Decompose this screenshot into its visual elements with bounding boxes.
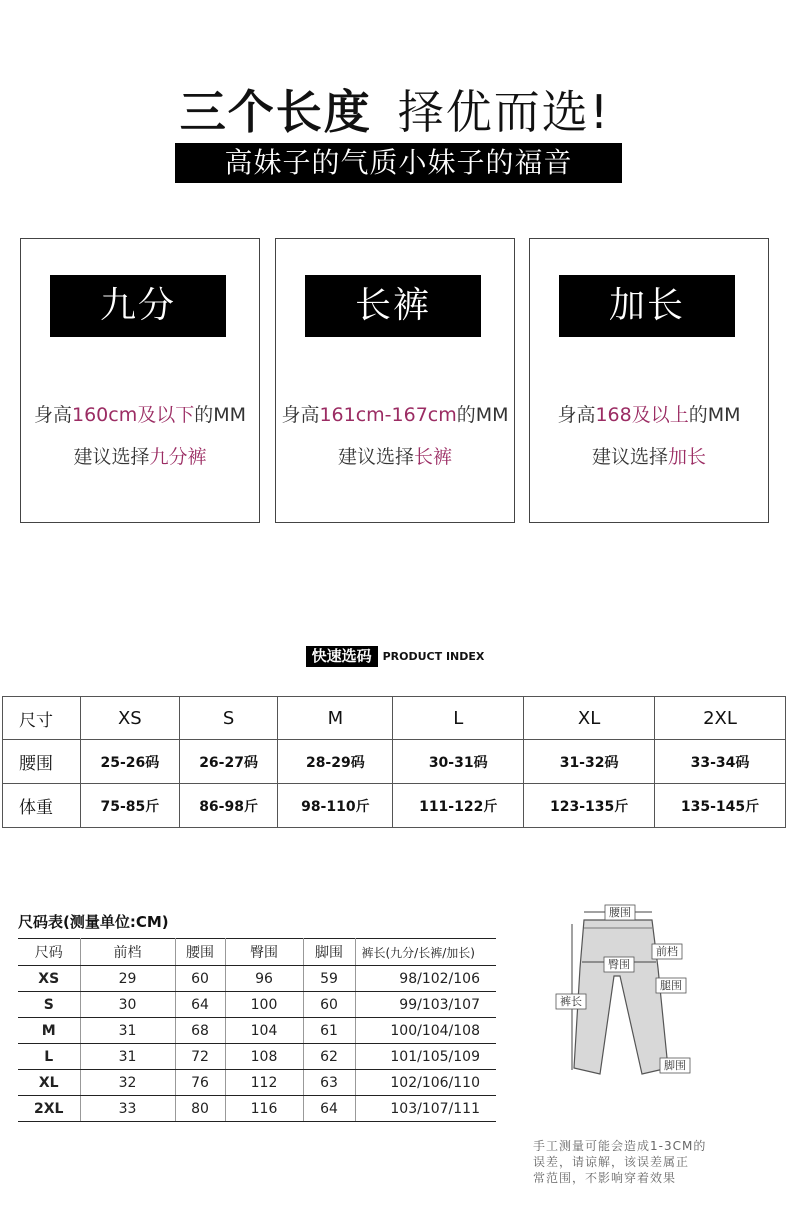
value-cell: 72	[175, 1044, 225, 1070]
value-cell: 76	[175, 1070, 225, 1096]
value-cell: 60	[303, 992, 355, 1018]
weight-cell: 98-110斤	[278, 784, 393, 828]
table-row	[3, 697, 786, 740]
size-cell: 2XL	[655, 697, 786, 740]
length-card-label: 九分	[50, 275, 226, 337]
waist-cell: 25-26码	[81, 740, 180, 784]
page-title	[0, 84, 790, 140]
table-row	[18, 966, 496, 992]
waist-cell: 26-27码	[179, 740, 278, 784]
column-header: 尺码	[18, 939, 80, 966]
table-row	[3, 740, 786, 784]
value-cell: 101/105/109	[355, 1044, 496, 1070]
style-highlight: 加长	[668, 446, 707, 468]
value-cell: 116	[225, 1096, 303, 1122]
note-line: 误差，请谅解，该误差属正	[533, 1155, 690, 1169]
subtitle-banner: 高妹子的气质小妹子的福音	[175, 143, 622, 183]
value-cell: 64	[175, 992, 225, 1018]
style-recommendation	[276, 444, 514, 470]
height-highlight: 168及以上	[595, 404, 689, 426]
table-row	[18, 992, 496, 1018]
note-line: 常范围，不影响穿着效果	[533, 1171, 677, 1185]
text-part: 的MM	[194, 404, 247, 426]
value-cell: 31	[80, 1018, 175, 1044]
value-cell: 30	[80, 992, 175, 1018]
text-part: 的MM	[456, 404, 509, 426]
hem-label: 脚围	[664, 1059, 686, 1072]
size-cell: M	[278, 697, 393, 740]
waist-cell: 33-34码	[655, 740, 786, 784]
text-part: 建议选择	[591, 446, 668, 468]
size-chart-table	[18, 938, 496, 1122]
waist-cell: 30-31码	[393, 740, 524, 784]
value-cell: 32	[80, 1070, 175, 1096]
text-part: 建议选择	[73, 446, 150, 468]
value-cell: 64	[303, 1096, 355, 1122]
value-cell: 112	[225, 1070, 303, 1096]
title-light: 择优而选!	[397, 85, 611, 139]
row-label: 腰围	[3, 740, 81, 784]
row-label: 体重	[3, 784, 81, 828]
value-cell: 100	[225, 992, 303, 1018]
column-header: 裤长(九分/长裤/加长)	[355, 939, 496, 966]
height-recommendation	[530, 402, 768, 428]
value-cell: 29	[80, 966, 175, 992]
size-cell: XS	[81, 697, 180, 740]
column-header: 脚围	[303, 939, 355, 966]
measurement-note	[533, 1138, 733, 1186]
style-recommendation	[530, 444, 768, 470]
value-cell: 108	[225, 1044, 303, 1070]
table-row	[18, 1044, 496, 1070]
value-cell: 33	[80, 1096, 175, 1122]
style-recommendation	[21, 444, 259, 470]
column-header: 臀围	[225, 939, 303, 966]
size-cell: L	[18, 1044, 80, 1070]
waist-cell: 28-29码	[278, 740, 393, 784]
height-recommendation	[276, 402, 514, 428]
weight-cell: 123-135斤	[524, 784, 655, 828]
length-label: 裤长	[560, 995, 582, 1008]
table-row	[18, 1018, 496, 1044]
table-header-row	[18, 939, 496, 966]
value-cell: 60	[175, 966, 225, 992]
length-card-label: 加长	[559, 275, 735, 337]
quick-index-sub: PRODUCT INDEX	[382, 650, 485, 663]
value-cell: 96	[225, 966, 303, 992]
size-cell: S	[18, 992, 80, 1018]
waist-label: 腰围	[609, 906, 631, 919]
size-cell: L	[393, 697, 524, 740]
value-cell: 68	[175, 1018, 225, 1044]
height-highlight: 160cm及以下	[71, 404, 195, 426]
length-card-changku	[275, 238, 515, 523]
text-part: 身高	[557, 404, 596, 426]
style-highlight: 长裤	[414, 446, 453, 468]
weight-cell: 75-85斤	[81, 784, 180, 828]
row-label: 尺寸	[3, 697, 81, 740]
value-cell: 62	[303, 1044, 355, 1070]
pants-measure-diagram	[548, 898, 698, 1088]
height-recommendation	[21, 402, 259, 428]
column-header: 腰围	[175, 939, 225, 966]
note-line: 手工测量可能会造成1-3CM的	[533, 1139, 707, 1153]
hip-label: 臀围	[608, 958, 630, 971]
pants-outline	[574, 920, 668, 1074]
size-cell: XS	[18, 966, 80, 992]
size-cell: XL	[524, 697, 655, 740]
rise-label: 前档	[656, 945, 678, 958]
value-cell: 104	[225, 1018, 303, 1044]
value-cell: 102/106/110	[355, 1070, 496, 1096]
size-cell: M	[18, 1018, 80, 1044]
length-card-jiachang	[529, 238, 769, 523]
table-row	[18, 1070, 496, 1096]
size-chart-title: 尺码表(测量单位:CM)	[18, 913, 169, 931]
text-part: 建议选择	[337, 446, 414, 468]
value-cell: 99/103/107	[355, 992, 496, 1018]
size-cell: 2XL	[18, 1096, 80, 1122]
height-highlight: 161cm-167cm	[319, 404, 457, 426]
value-cell: 63	[303, 1070, 355, 1096]
length-card-label: 长裤	[305, 275, 481, 337]
value-cell: 103/107/111	[355, 1096, 496, 1122]
value-cell: 98/102/106	[355, 966, 496, 992]
weight-cell: 111-122斤	[393, 784, 524, 828]
quick-index-heading	[0, 646, 790, 667]
size-cell: XL	[18, 1070, 80, 1096]
value-cell: 31	[80, 1044, 175, 1070]
size-cell: S	[179, 697, 278, 740]
quick-index-label: 快速选码	[306, 646, 378, 667]
waist-cell: 31-32码	[524, 740, 655, 784]
weight-cell: 86-98斤	[179, 784, 278, 828]
table-row	[18, 1096, 496, 1122]
quick-index-table	[2, 696, 786, 828]
column-header: 前档	[80, 939, 175, 966]
value-cell: 80	[175, 1096, 225, 1122]
table-row	[3, 784, 786, 828]
text-part: 身高	[281, 404, 320, 426]
style-highlight: 九分裤	[149, 446, 207, 468]
text-part: 身高	[33, 404, 72, 426]
title-strong: 三个长度	[179, 85, 372, 139]
text-part: 的MM	[688, 404, 741, 426]
value-cell: 100/104/108	[355, 1018, 496, 1044]
length-card-jiufen	[20, 238, 260, 523]
weight-cell: 135-145斤	[655, 784, 786, 828]
value-cell: 61	[303, 1018, 355, 1044]
value-cell: 59	[303, 966, 355, 992]
thigh-label: 腿围	[660, 979, 682, 992]
